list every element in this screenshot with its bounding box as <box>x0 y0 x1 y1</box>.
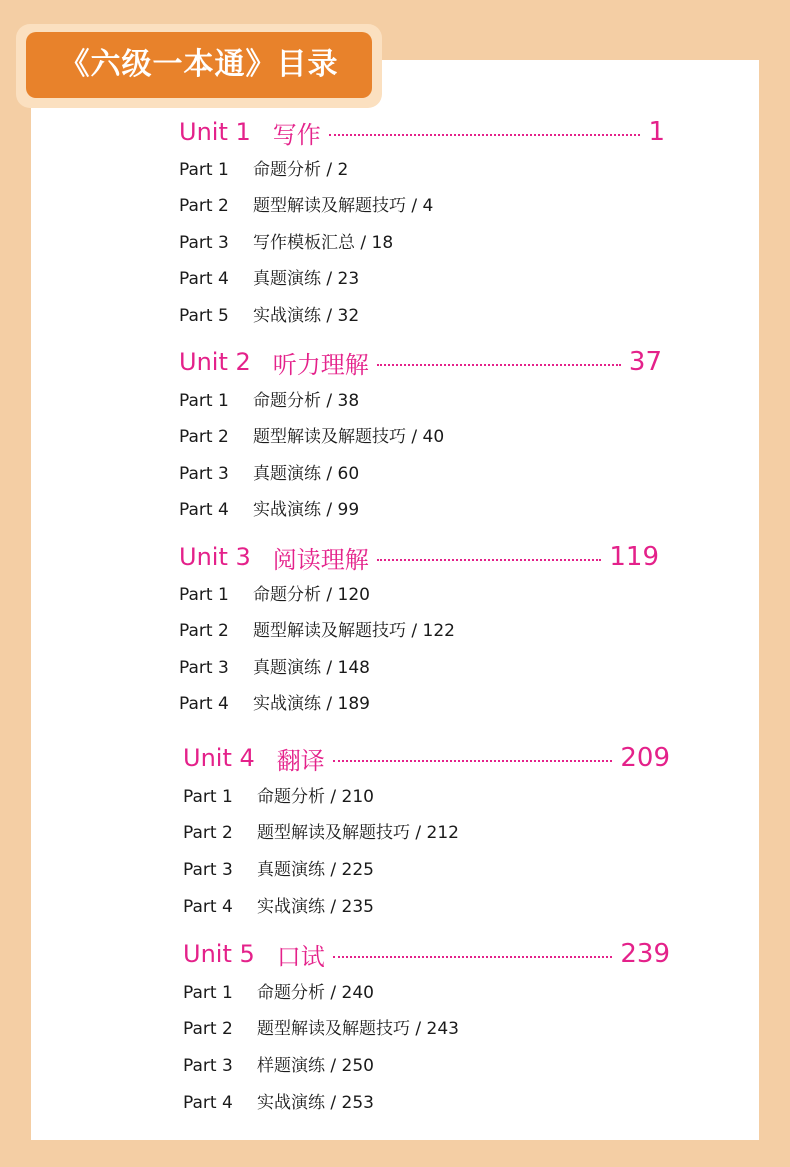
part-title: 实战演练 / 99 <box>253 500 360 520</box>
part-entry[interactable] <box>179 422 444 452</box>
part-title: 题型解读及解题技巧 / 122 <box>253 621 455 641</box>
part-entry[interactable] <box>179 301 359 331</box>
part-entry[interactable] <box>183 1088 374 1118</box>
part-entry[interactable] <box>179 580 370 610</box>
part-label: Part 1 <box>179 585 229 605</box>
part-title: 实战演练 / 189 <box>253 694 370 714</box>
dot-leader <box>333 956 613 958</box>
part-label: Part 3 <box>179 233 229 253</box>
part-entry[interactable] <box>179 191 433 221</box>
unit-name: 口试 <box>276 942 325 971</box>
part-entry[interactable] <box>183 892 374 922</box>
unit-name: 翻译 <box>276 746 325 775</box>
part-label: Part 4 <box>179 694 229 714</box>
part-title: 实战演练 / 32 <box>253 306 360 326</box>
unit-label: Unit 2 <box>179 348 251 376</box>
part-entry[interactable] <box>179 264 359 294</box>
toc-title: 《六级一本通》目录 <box>26 32 372 98</box>
part-title: 实战演练 / 235 <box>257 897 374 917</box>
part-label: Part 2 <box>179 427 229 447</box>
part-title: 题型解读及解题技巧 / 243 <box>257 1019 459 1039</box>
unit-page-number: 119 <box>609 542 659 572</box>
part-label: Part 4 <box>179 500 229 520</box>
unit-label: Unit 1 <box>179 118 251 146</box>
unit-page-number: 239 <box>620 939 670 969</box>
part-entry[interactable] <box>179 459 359 489</box>
part-entry[interactable] <box>179 228 393 258</box>
part-label: Part 2 <box>183 1019 233 1039</box>
unit-name: 听力理解 <box>272 350 369 379</box>
unit-page-number: 209 <box>620 743 670 773</box>
part-entry[interactable] <box>179 653 370 683</box>
part-title: 命题分析 / 2 <box>253 160 349 180</box>
part-entry[interactable] <box>183 818 459 848</box>
part-title: 样题演练 / 250 <box>257 1056 374 1076</box>
unit-heading[interactable] <box>179 114 665 150</box>
part-title: 题型解读及解题技巧 / 4 <box>253 196 434 216</box>
part-title: 真题演练 / 60 <box>253 464 360 484</box>
part-title: 真题演练 / 148 <box>253 658 370 678</box>
part-entry[interactable] <box>183 782 374 812</box>
part-label: Part 3 <box>183 860 233 880</box>
part-label: Part 2 <box>179 196 229 216</box>
unit-heading[interactable] <box>179 539 659 575</box>
part-label: Part 1 <box>179 160 229 180</box>
part-entry[interactable] <box>183 978 374 1008</box>
part-title: 题型解读及解题技巧 / 212 <box>257 823 459 843</box>
part-title: 实战演练 / 253 <box>257 1093 374 1113</box>
part-label: Part 3 <box>179 464 229 484</box>
part-entry[interactable] <box>179 386 359 416</box>
part-entry[interactable] <box>179 155 348 185</box>
part-label: Part 4 <box>179 269 229 289</box>
part-entry[interactable] <box>183 855 374 885</box>
part-title: 题型解读及解题技巧 / 40 <box>253 427 445 447</box>
part-entry[interactable] <box>179 616 455 646</box>
unit-heading[interactable] <box>179 344 662 380</box>
part-label: Part 2 <box>179 621 229 641</box>
unit-heading[interactable] <box>183 740 670 776</box>
unit-name: 阅读理解 <box>272 545 369 574</box>
part-title: 真题演练 / 225 <box>257 860 374 880</box>
part-title: 命题分析 / 240 <box>257 983 374 1003</box>
part-label: Part 1 <box>183 983 233 1003</box>
part-entry[interactable] <box>183 1051 374 1081</box>
part-title: 命题分析 / 210 <box>257 787 374 807</box>
unit-label: Unit 4 <box>183 744 255 772</box>
unit-label: Unit 5 <box>183 940 255 968</box>
part-label: Part 4 <box>183 1093 233 1113</box>
dot-leader <box>377 559 602 561</box>
unit-name: 写作 <box>272 120 321 149</box>
part-entry[interactable] <box>179 495 359 525</box>
part-entry[interactable] <box>183 1014 459 1044</box>
unit-page-number: 37 <box>628 347 662 377</box>
part-title: 真题演练 / 23 <box>253 269 360 289</box>
dot-leader <box>329 134 641 136</box>
part-label: Part 5 <box>179 306 229 326</box>
part-label: Part 1 <box>179 391 229 411</box>
part-label: Part 4 <box>183 897 233 917</box>
part-label: Part 3 <box>179 658 229 678</box>
part-title: 写作模板汇总 / 18 <box>253 233 394 253</box>
dot-leader <box>333 760 613 762</box>
unit-label: Unit 3 <box>179 543 251 571</box>
part-entry[interactable] <box>179 689 370 719</box>
part-label: Part 1 <box>183 787 233 807</box>
unit-heading[interactable] <box>183 936 670 972</box>
part-title: 命题分析 / 120 <box>253 585 370 605</box>
part-label: Part 3 <box>183 1056 233 1076</box>
unit-page-number: 1 <box>648 117 665 147</box>
part-label: Part 2 <box>183 823 233 843</box>
dot-leader <box>377 364 621 366</box>
part-title: 命题分析 / 38 <box>253 391 360 411</box>
